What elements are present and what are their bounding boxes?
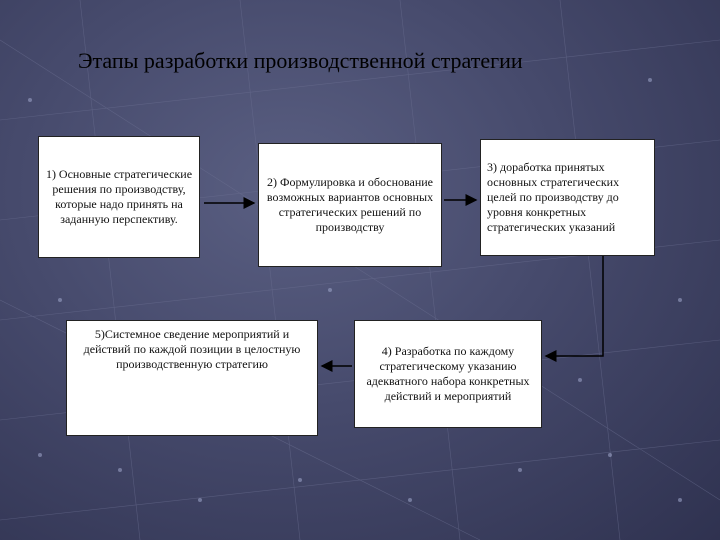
step-3-text: 3) доработка принятых основных стратегических целей по производству до уровня конкретных стратегических указаний: [487, 160, 620, 234]
step-4-text: 4) Разработка по каждому стратегическому указанию адекватного набора конкретных действий и мероприятий: [366, 344, 530, 403]
page-title: Этапы разработки производственной стратегии: [78, 48, 523, 73]
step-2-text: 2) Формулировка и обоснование возможных вариантов основных стратегических решений по производству: [266, 175, 434, 234]
arrow-3-to-4: [546, 256, 603, 356]
step-5-text: 5)Системное сведение мероприятий и действий по каждой позиции в целостную производственную стратегию: [83, 327, 301, 371]
step-1-text: 1) Основные стратегические решения по производству, которые надо принять на заданную перспективу.: [45, 167, 193, 226]
